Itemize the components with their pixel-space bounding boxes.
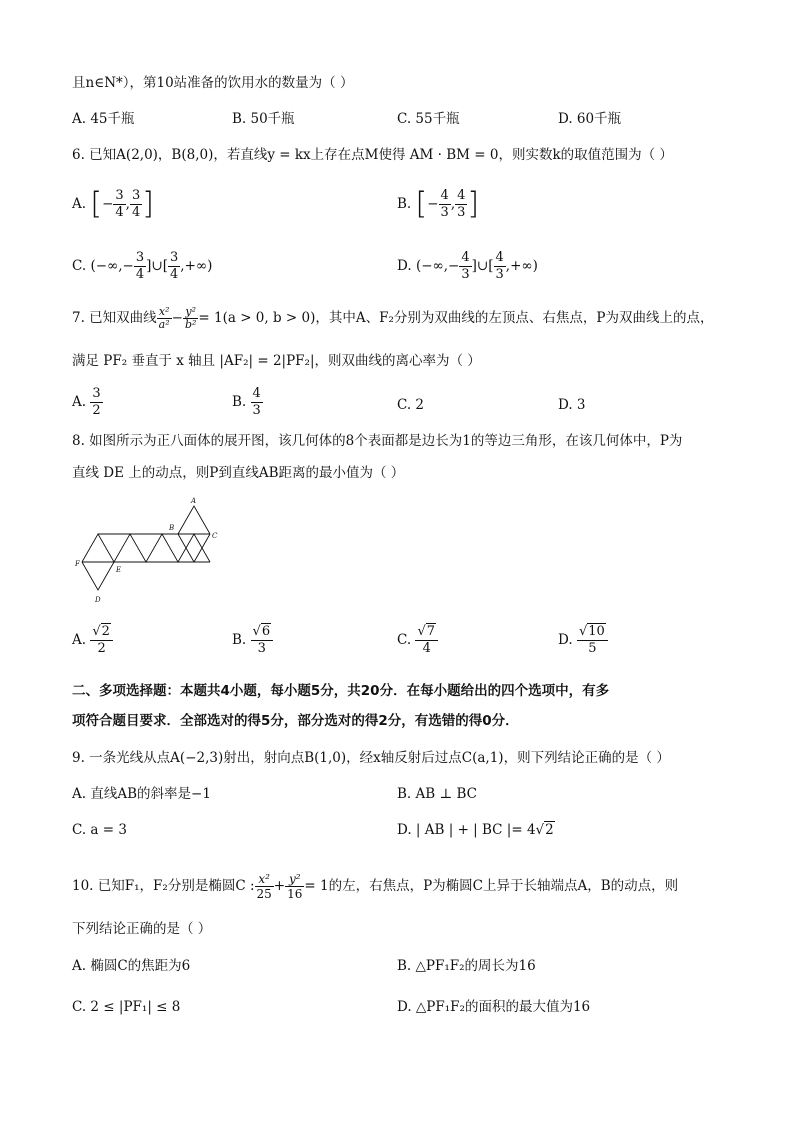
q5-option-c: C. 55千瓶 [397,111,460,127]
q5-option-a: A. 45千瓶 [72,111,135,127]
q6-option-b: B. [− $\frac{4}{3}$ , $\frac{4}{3}$ ] [397,186,480,222]
q7-option-c: C. 2 [397,397,425,413]
fraction: $\frac{4}{3}$ [457,188,466,220]
q8-stem-line1: 8. 如图所示为正八面体的展开图，该几何体的8个表面都是边长为1的等边三角形，在该几何体中，P为 [72,433,683,449]
q6-option-d: D. (−∞,− $\frac{4}{3}$ ]∪[ $\frac{4}{3}$ ,+∞) [397,250,538,282]
fraction: $\frac{4}{3}$ [461,250,470,282]
fraction: $\frac{√2}{2}$ [90,624,113,657]
q6-option-c: C. (−∞,− $\frac{3}{4}$ ]∪[ $\frac{3}{4}$ ,+∞) [72,250,213,282]
fraction-y-b: $\frac{\text{y²}}{\text{b²}}$ [184,305,197,331]
fraction-x-25: $\frac{\text{x²}}{25}$ [256,872,272,901]
left-bracket: [ [90,186,103,222]
label-c: C [212,532,218,540]
q6-stem: 6. 已知A(2,0)，B(8,0)，若直线y = kx上存在点M使得 AM · BM = 0，则实数k的取值范围为（ ） [72,147,673,163]
option-label: B. [397,196,412,212]
section-heading-line2: 项符合题目要求．全部选对的得5分，部分选对的得2分，有选错的得0分． [72,713,519,729]
q9-option-d: D. | AB | + | BC |= 4√2 [397,822,554,838]
q8-option-c: C. $\frac{√7}{4}$ [397,624,438,657]
q9-stem: 9. 一条光线从点A(−2,3)射出，射向点B(1,0)，经x轴反射后过点C(a,1)，则下列结论正确的是（ ） [72,750,670,766]
q10-stem-line1: 10. 已知F₁，F₂分别是椭圆C : $\frac{\text{x²}}{25}$ + $\frac{\text{y²}}{16}$ = 1的左，右焦点，P为椭圆C上异于长轴端点A，B的动点，则 [72,872,679,901]
label-e: E [116,566,122,574]
fraction: $\frac{3}{4}$ [131,188,141,220]
fraction: $\frac{4}{3}$ [495,250,504,282]
q5-stem: 且n∈N*），第10站准备的饮用水的数量为（ ） [72,75,354,91]
fraction-x-a: $\frac{\text{x²}}{\text{a²}}$ [158,305,170,331]
q7-option-d: D. 3 [558,397,586,413]
section-heading-line1: 二、多项选择题：本题共4小题，每小题5分，共20分．在每小题给出的四个选项中，有多 [72,683,610,699]
fraction: $\frac{3}{4}$ [115,188,124,220]
fraction: $\frac{√7}{4}$ [415,624,438,657]
q10-option-b: B. △PF₁F₂的周长为16 [397,958,536,974]
q8-stem-line2: 直线 DE 上的动点，则P到直线AB距离的最小值为（ ） [72,465,405,481]
q9-option-a: A. 直线AB的斜率是−1 [72,786,211,802]
q5-option-b: B. 50千瓶 [232,111,295,127]
label-a: A [191,497,197,505]
fraction: $\frac{4}{3}$ [252,386,261,418]
fraction-y-16: $\frac{\text{y²}}{16}$ [287,872,303,901]
q10-option-d: D. △PF₁F₂的面积的最大值为16 [397,999,591,1015]
q10-stem-line2: 下列结论正确的是（ ） [72,921,212,937]
label-d: D [95,596,101,604]
q9-option-b: B. AB ⊥ BC [397,786,477,802]
label-f: F [75,560,80,568]
q7-stem-line1: 7. 已知双曲线 $\frac{\text{x²}}{\text{a²}}$ − $\frac{\text{y²}}{\text{b²}}$ = 1(a > 0, b > 0)，其中A、F₂分别为双曲线的左顶点、右焦点，P为双曲线上的点， [72,305,714,331]
fraction: $\frac{3}{2}$ [92,386,101,418]
q5-option-d: D. 60千瓶 [558,111,622,127]
right-bracket: ] [142,186,154,222]
q7-option-b: B. $\frac{4}{3}$ [232,386,261,418]
q10-option-a: A. 椭圆C的焦距为6 [72,958,191,974]
option-label: C. [72,258,87,274]
option-label: D. [397,258,412,274]
octahedron-net-figure [66,494,226,606]
q8-option-a: A. $\frac{√2}{2}$ [72,624,113,657]
fraction: $\frac{3}{4}$ [135,250,145,282]
option-label: A. [72,196,87,212]
label-b: B [169,524,175,532]
fraction: $\frac{3}{4}$ [170,250,179,282]
q9-option-c: C. a = 3 [72,822,127,838]
q8-option-b: B. $\frac{√6}{3}$ [232,624,273,657]
q10-option-c: C. 2 ≤ |PF₁| ≤ 8 [72,999,181,1015]
q7-stem-line2: 满足 PF₂ 垂直于 x 轴且 |AF₂| = 2|PF₂|，则双曲线的离心率为（ ） [72,353,481,369]
fraction: $\frac{4}{3}$ [440,188,449,220]
q6-option-a: A. [− $\frac{3}{4}$ , $\frac{3}{4}$ ] [72,186,154,222]
fraction: $\frac{√10}{5}$ [577,624,608,657]
q8-option-d: D. $\frac{√10}{5}$ [558,624,608,657]
q7-option-a: A. $\frac{3}{2}$ [72,386,101,418]
fraction: $\frac{√6}{3}$ [251,624,274,657]
